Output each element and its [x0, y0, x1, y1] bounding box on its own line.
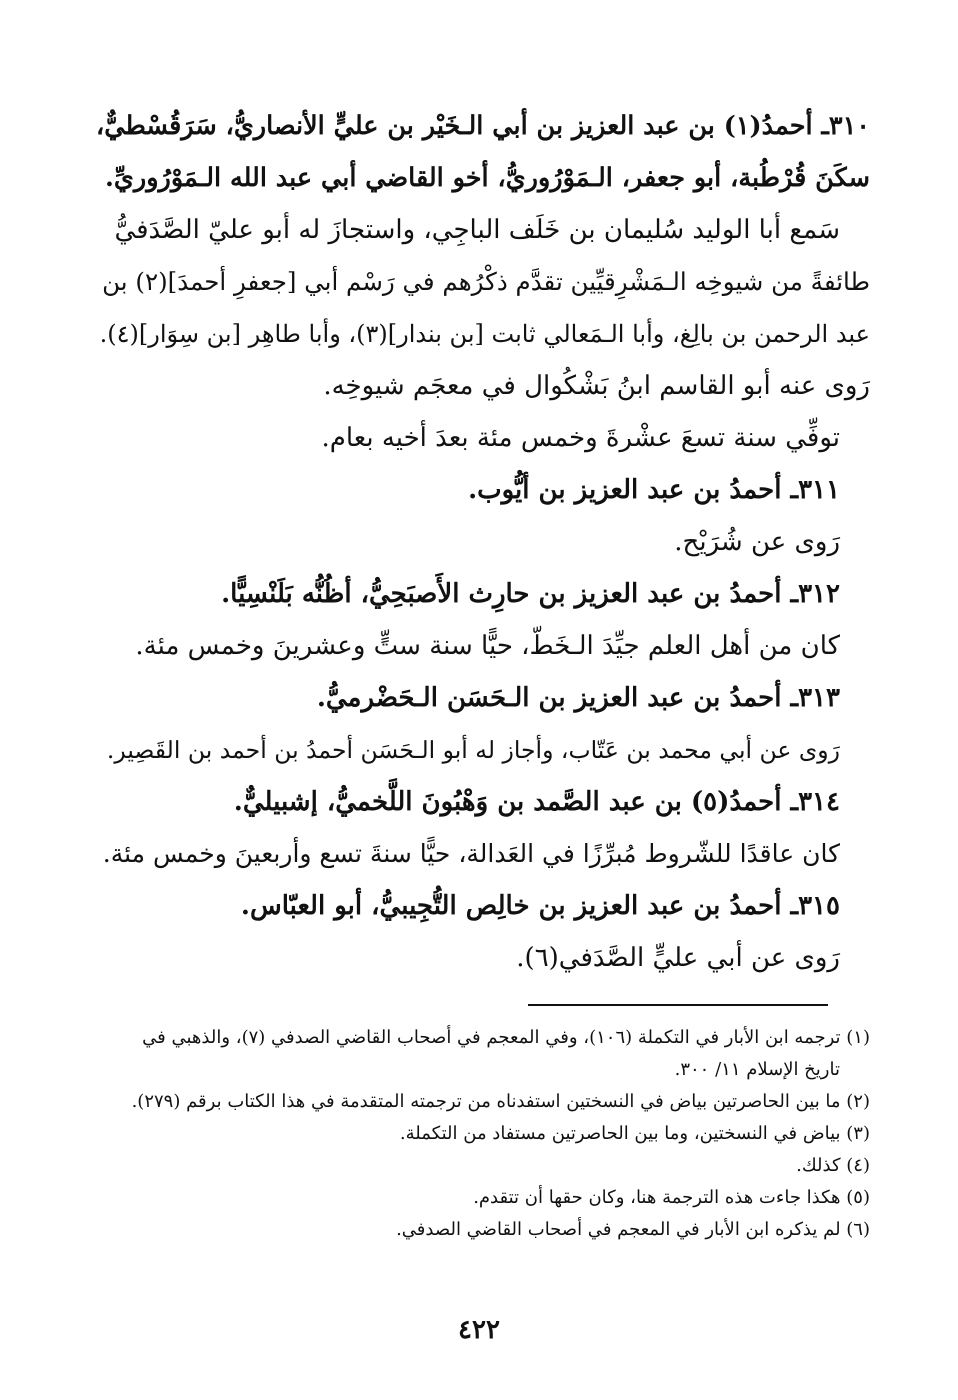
- footnote-5: (٥) هكذا جاءت هذه الترجمة هنا، وكان حقها أن تتقدم.: [473, 1187, 870, 1208]
- entry-314-heading: ٣١٤ـ أحمدُ(٥) بن عبد الصَّمد بن وَهْبُونَ اللَّخميُّ، إشبيليٌّ.: [233, 787, 840, 817]
- entry-312-text: كان من أهل العلم جيِّدَ الـخَطّ، حيًّا سنة ستٍّ وعشرينَ وخمس مئة.: [135, 631, 840, 661]
- footnote-1-line-1: (١) ترجمه ابن الأبار في التكملة (١٠٦)، وفي المعجم في أصحاب القاضي الصدفي (٧)، والذهبي في: [142, 1027, 870, 1048]
- entry-315-text: رَوى عن أبي عليٍّ الصَّدَفي(٦).: [516, 943, 840, 973]
- footnote-divider: [528, 1004, 828, 1006]
- footnote-2: (٢) ما بين الحاصرتين بياض في النسختين استفدناه من ترجمته المتقدمة في هذا الكتاب برقم (٢٧٩).: [131, 1091, 870, 1112]
- entry-314-text: كان عاقدًا للشّروط مُبرِّزًا في العَدالة، حيًّا سنةَ تسع وأربعينَ وخمس مئة.: [102, 839, 840, 868]
- footnotes: [90, 1022, 870, 1246]
- entry-310-text-line-2: طائفةً من شيوخِه الـمَشْرِقيِّين تقدَّم ذكْرُهم في رَسْم أبي [جعفرِ أحمدَ](٢) بن: [102, 267, 870, 296]
- footnote-3: (٣) بياض في النسختين، وما بين الحاصرتين مستفاد من التكملة.: [399, 1123, 870, 1144]
- entry-310-text-line-4: رَوى عنه أبو القاسم ابنُ بَشْكُوال في معجَم شيوخِه.: [323, 371, 870, 401]
- entry-310-heading-line-2: سكَنَ قُرْطُبة، أبو جعفر، الـمَوْرُوريُّ، أخو القاضي أبي عبد الله الـمَوْرُوريِّ.: [105, 163, 870, 193]
- entry-311-heading: ٣١١ـ أحمدُ بن عبد العزيز بن أيُّوب.: [468, 475, 840, 505]
- entry-315-heading: ٣١٥ـ أحمدُ بن عبد العزيز بن خالِص التُّجِيبيُّ، أبو العبّاس.: [240, 891, 840, 921]
- entry-312-heading: ٣١٢ـ أحمدُ بن عبد العزيز بن حارِث الأَصبَحِيُّ، أظُنُّه بَلَنْسِيًّا.: [221, 579, 840, 609]
- entry-313-text: رَوى عن أبي محمد بن عَتّاب، وأجاز له أبو الـحَسَن أحمدُ بن أحمد بن القَصِير.: [106, 736, 840, 764]
- footnote-4: (٤) كذلك.: [796, 1155, 870, 1176]
- main-text: [95, 100, 870, 984]
- entry-311-text: رَوى عن شُرَيْح.: [674, 527, 840, 557]
- entry-310-text-line-3: عبد الرحمن بن بالِغ، وأبا الـمَعالي ثابت [بن بندار](٣)، وأبا طاهِر [بن سِوَار](٤).: [99, 320, 870, 348]
- page-number: ٤٢٢: [458, 1315, 500, 1345]
- footnote-1-line-2: تاريخ الإسلام ١١/ ٣٠٠.: [674, 1059, 840, 1080]
- footnote-6: (٦) لم يذكره ابن الأبار في المعجم في أصحاب القاضي الصدفي.: [396, 1219, 870, 1240]
- entry-310-heading-line-1: ٣١٠ـ أحمدُ(١) بن عبد العزيز بن أبي الـخَيْر بن عليٍّ الأنصاريُّ، سَرَقُسْطيٌّ،: [95, 111, 870, 141]
- entry-310-text-line-1: سَمع أبا الوليد سُليمان بن خَلَف الباجِي، واستجازَ له أبو عليّ الصَّدَفيُّ: [114, 215, 840, 245]
- entry-313-heading: ٣١٣ـ أحمدُ بن عبد العزيز بن الـحَسَن الـحَضْرميُّ.: [316, 683, 840, 713]
- entry-310-death-line: توفِّي سنة تسعَ عشْرةَ وخمس مئة بعدَ أخيه بعام.: [321, 423, 840, 453]
